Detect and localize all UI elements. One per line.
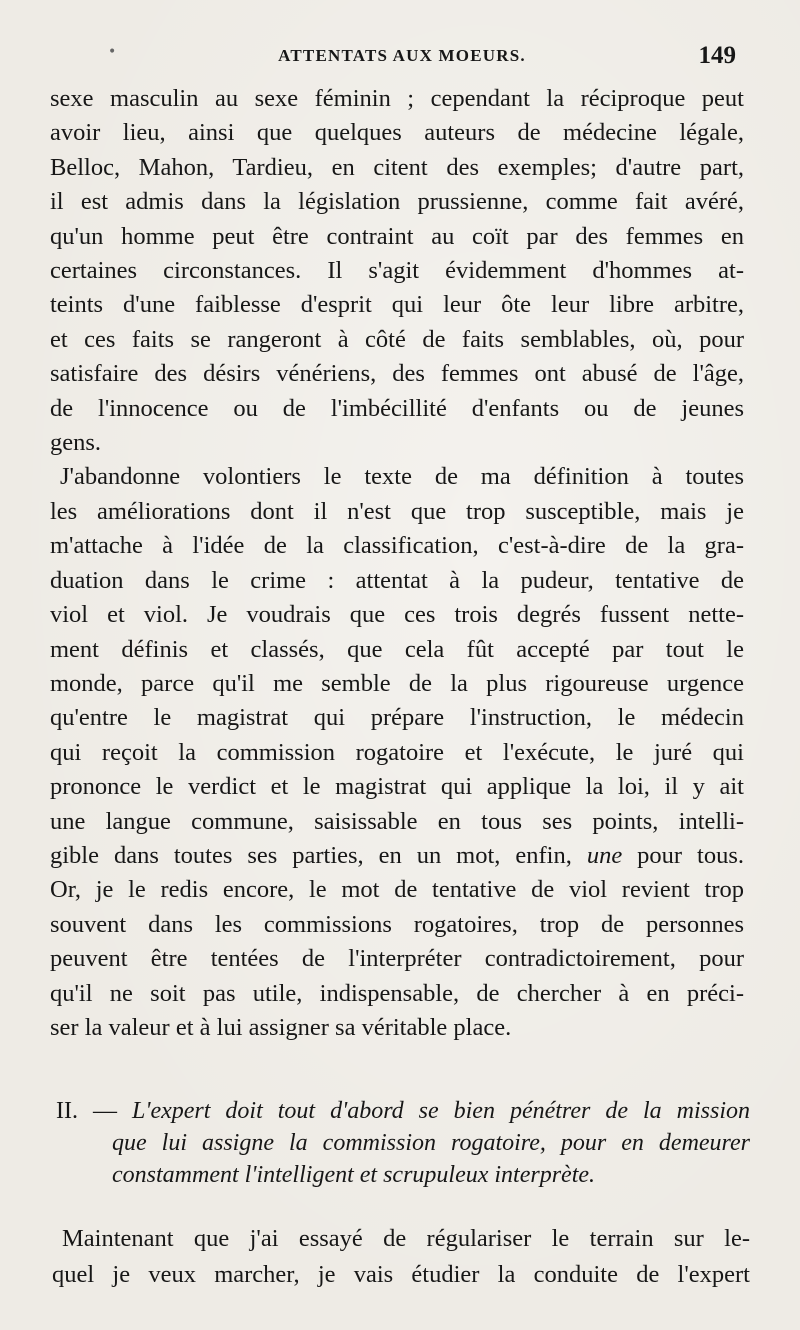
chapter-title: ATTENTATS AUX MOEURS. <box>278 46 526 65</box>
text-line: viol et viol. Je voudrais que ces trois degrés fussent nette- <box>50 601 744 629</box>
section-heading-line <box>56 1095 750 1127</box>
text-line: Belloc, Mahon, Tardieu, en citent des exemples; d'autre part, <box>50 153 744 181</box>
section-heading-line: que lui assigne la commission rogatoire, pour en demeurer <box>112 1130 750 1156</box>
main-text <box>50 82 744 1045</box>
text-line: gible dans toutes ses parties, en un mot, enfin, une pour tous. <box>50 841 745 869</box>
text-line: sexe masculin au sexe féminin ; cependant la réciproque peut <box>50 85 744 112</box>
running-head <box>56 42 748 72</box>
text-line: ment définis et classés, que cela fût accepté par tout le <box>50 635 744 663</box>
paragraph-3 <box>52 1221 750 1293</box>
text-line: quel je veux marcher, je vais étudier la conduite de l'expert <box>52 1261 750 1288</box>
text-line: monde, parce qu'il me semble de la plus rigoureuse urgence <box>50 669 744 697</box>
section-number: II. — <box>56 1098 117 1124</box>
text-line: avoir lieu, ainsi que quelques auteurs de médecine légale, <box>50 119 744 147</box>
text-line: Maintenant que j'ai essayé de régulariser le terrain sur le- <box>62 1225 750 1252</box>
section-heading-text: L'expert doit tout d'abord se bien pénétrer de la mission <box>131 1098 751 1124</box>
text-line: teints d'une faiblesse d'esprit qui leur ôte leur libre arbitre, <box>50 291 744 319</box>
text-line: une langue commune, saisissable en tous ses points, intelli- <box>50 807 744 835</box>
header-mark: • <box>108 44 117 60</box>
text-line: duation dans le crime : attentat à la pudeur, tentative de <box>50 566 744 594</box>
text-line: souvent dans les commissions rogatoires, trop de personnes <box>50 910 744 938</box>
page-number: 149 <box>698 42 736 69</box>
text-line: qu'entre le magistrat qui prépare l'instruction, le médecin <box>50 704 744 732</box>
text-line: prononce le verdict et le magistrat qui applique la loi, il y ait <box>50 773 744 801</box>
text-line: m'attache à l'idée de la classification, c'est-à-dire de la gra- <box>50 532 744 560</box>
text-line: ser la valeur et à lui assigner sa véritable place. <box>50 1013 512 1041</box>
text-line: J'abandonne volontiers le texte de ma définition à toutes <box>60 463 744 491</box>
section-heading-line: constamment l'intelligent et scrupuleux interprète. <box>112 1162 596 1188</box>
text-line: les améliorations dont il n'est que trop susceptible, mais je <box>50 497 744 525</box>
text-line: gens. <box>50 429 102 457</box>
text-line: qu'un homme peut être contraint au coït par des femmes en <box>50 222 744 250</box>
text-line: qu'il ne soit pas utile, indispensable, de chercher à en préci- <box>50 979 744 1007</box>
section-heading <box>56 1095 750 1191</box>
text-line: et ces faits se rangeront à côté de faits semblables, où, pour <box>50 325 744 353</box>
emphasis: une <box>586 841 623 869</box>
paragraph-1 <box>50 82 744 460</box>
text-line: il est admis dans la législation prussienne, comme fait avéré, <box>50 188 744 216</box>
text-line: certaines circonstances. Il s'agit évidemment d'hommes at- <box>50 257 744 285</box>
text-line: satisfaire des désirs vénériens, des femmes ont abusé de l'âge, <box>50 360 744 388</box>
text-line: Or, je le redis encore, le mot de tentative de viol revient trop <box>50 876 744 904</box>
text-line: peuvent être tentées de l'interpréter contradictoirement, pour <box>50 945 744 973</box>
paragraph-2 <box>50 460 744 1045</box>
text-line: qui reçoit la commission rogatoire et l'exécute, le juré qui <box>50 738 744 766</box>
text-line: de l'innocence ou de l'imbécillité d'enfants ou de jeunes <box>50 394 744 422</box>
